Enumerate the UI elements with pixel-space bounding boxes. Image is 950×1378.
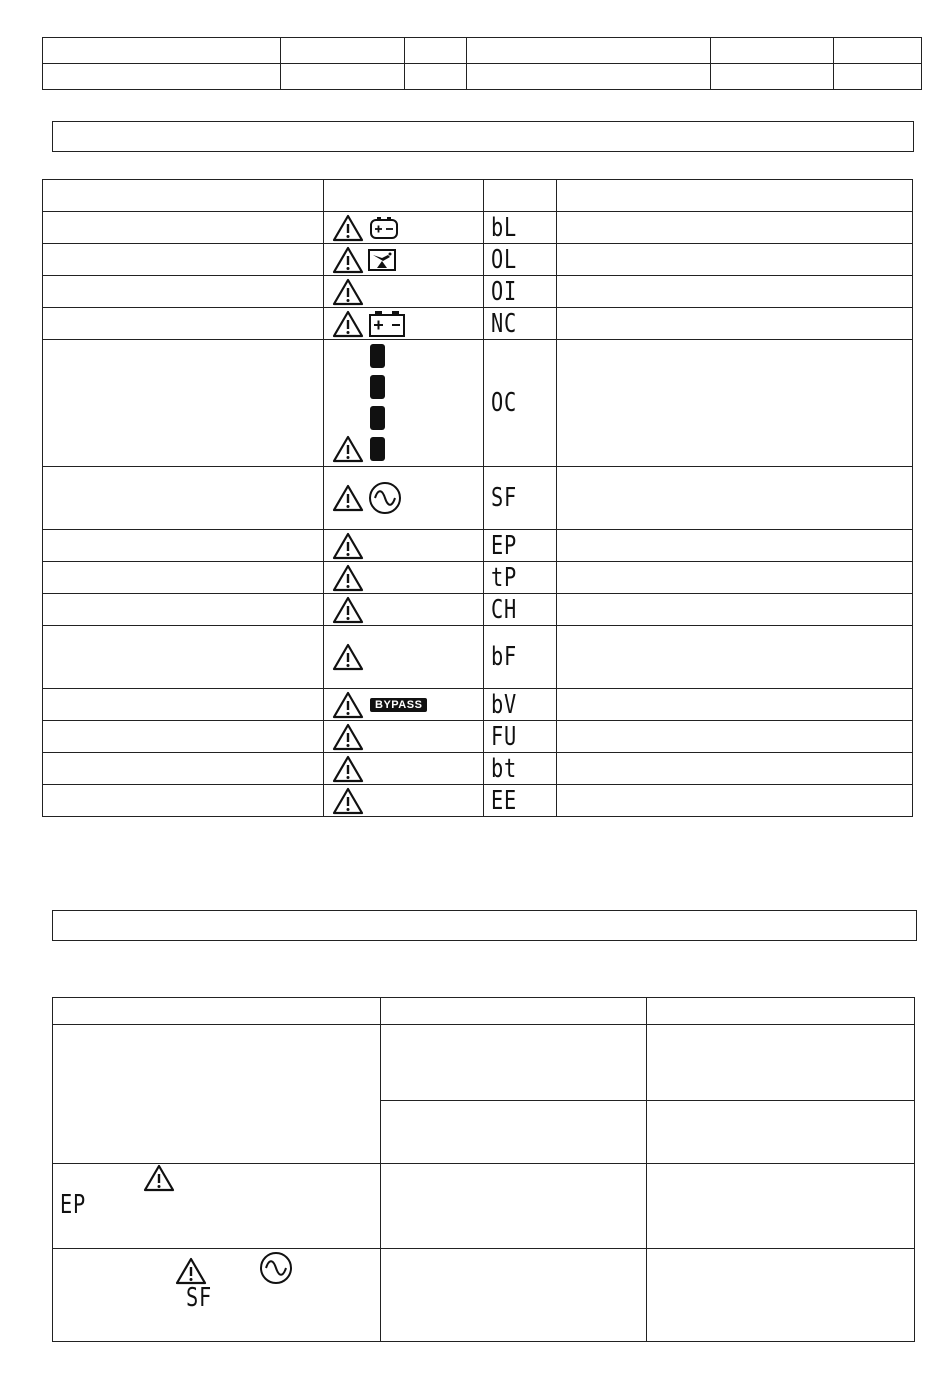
header-cell	[467, 38, 711, 64]
warning-icon	[332, 246, 364, 274]
header-cell	[281, 64, 405, 90]
fault-icon-cell	[324, 276, 484, 308]
fault-code: OI	[491, 276, 517, 307]
battery-terminal-icon	[368, 310, 406, 338]
fault-remark-cell	[557, 244, 913, 276]
header-cell	[484, 180, 557, 212]
fault-code: SF	[186, 1283, 212, 1313]
header-cell	[834, 64, 922, 90]
fault-remark-cell	[557, 530, 913, 562]
fault-code: FU	[491, 721, 517, 752]
cause-cell	[381, 1025, 647, 1101]
warning-icon	[143, 1164, 175, 1192]
fault-code: SF	[491, 483, 517, 513]
fault-code-cell	[484, 467, 557, 530]
header-cell	[834, 38, 922, 64]
fault-code: OL	[491, 244, 517, 275]
fault-code-cell	[484, 785, 557, 817]
fault-description-cell	[43, 753, 324, 785]
fault-code: EP	[60, 1190, 86, 1220]
header-cell	[557, 180, 913, 212]
header-cell	[43, 64, 281, 90]
fault-code-cell	[484, 594, 557, 626]
fault-icon-cell	[324, 753, 484, 785]
overload-icon	[368, 248, 396, 272]
fault-code-cell	[484, 244, 557, 276]
header-cell	[405, 64, 467, 90]
fault-icon-cell	[324, 212, 484, 244]
fault-icon-cell	[324, 594, 484, 626]
solution-cell	[647, 1164, 915, 1249]
symptom-cell	[53, 1025, 381, 1164]
fault-code-cell	[484, 530, 557, 562]
ac-sine-icon	[259, 1251, 293, 1285]
fault-code: CH	[491, 594, 517, 625]
fault-code: EP	[491, 530, 517, 561]
fault-description-cell	[43, 594, 324, 626]
solution-cell	[647, 1101, 915, 1164]
table-row	[43, 689, 913, 721]
fault-code-cell	[484, 340, 557, 467]
section-title-bar	[52, 121, 914, 152]
load-level-bar	[370, 375, 385, 399]
fault-icon-cell	[324, 562, 484, 594]
fault-description-cell	[43, 689, 324, 721]
fault-icon-cell	[324, 689, 484, 721]
fault-remark-cell	[557, 340, 913, 467]
section-title-bar	[52, 910, 917, 941]
warning-icon	[332, 532, 364, 560]
table-row	[43, 467, 913, 530]
fault-code-cell	[484, 562, 557, 594]
warning-icon	[332, 564, 364, 592]
fault-remark-cell	[557, 689, 913, 721]
cause-cell	[381, 1249, 647, 1342]
table-row	[43, 594, 913, 626]
header-cell	[43, 38, 281, 64]
fault-description-cell	[43, 308, 324, 340]
table-header-row	[43, 180, 913, 212]
table-row	[43, 721, 913, 753]
solution-cell	[647, 1025, 915, 1101]
fault-remark-cell	[557, 308, 913, 340]
fault-code-cell	[484, 689, 557, 721]
fault-remark-cell	[557, 562, 913, 594]
fault-icon-cell	[324, 721, 484, 753]
symptom-cell	[53, 1249, 381, 1342]
table-row	[43, 530, 913, 562]
fault-icon-cell	[324, 626, 484, 689]
header-cell	[43, 180, 324, 212]
fault-code: EE	[491, 785, 517, 816]
cause-cell	[381, 1101, 647, 1164]
fault-code-cell	[484, 721, 557, 753]
header-table	[42, 37, 922, 90]
fault-icon-cell	[324, 530, 484, 562]
header-cell	[281, 38, 405, 64]
header-cell	[381, 998, 647, 1025]
fault-description-cell	[43, 562, 324, 594]
warning-icon	[332, 787, 364, 815]
fault-remark-cell	[557, 467, 913, 530]
table-row	[43, 276, 913, 308]
warning-icon	[332, 310, 364, 338]
fault-code: bL	[491, 212, 517, 243]
fault-code-table	[42, 179, 913, 817]
load-level-bar	[370, 437, 385, 461]
header-cell	[711, 64, 834, 90]
troubleshooting-table	[52, 997, 915, 1342]
solution-cell	[647, 1249, 915, 1342]
fault-code-cell	[484, 753, 557, 785]
table-row	[43, 753, 913, 785]
fault-description-cell	[43, 244, 324, 276]
fault-remark-cell	[557, 276, 913, 308]
fault-icon-cell	[324, 244, 484, 276]
table-row	[53, 1249, 915, 1342]
fault-code: OC	[491, 388, 517, 418]
warning-icon	[332, 596, 364, 624]
header-cell	[405, 38, 467, 64]
fault-description-cell	[43, 276, 324, 308]
warning-icon	[332, 435, 364, 463]
header-cell	[467, 64, 711, 90]
fault-code-cell	[484, 276, 557, 308]
table-row	[43, 340, 913, 467]
fault-icon-cell	[324, 785, 484, 817]
table-row	[53, 1025, 915, 1101]
fault-icon-cell	[324, 308, 484, 340]
fault-code-cell	[484, 212, 557, 244]
fault-code: bF	[491, 642, 517, 672]
fault-code: bt	[491, 753, 517, 784]
fault-code-cell	[484, 308, 557, 340]
cause-cell	[381, 1164, 647, 1249]
fault-code-cell	[484, 626, 557, 689]
fault-description-cell	[43, 785, 324, 817]
table-header-row	[53, 998, 915, 1025]
fault-remark-cell	[557, 594, 913, 626]
fault-icon-cell	[324, 340, 484, 467]
table-row	[43, 212, 913, 244]
fault-code: bV	[491, 689, 517, 720]
header-cell	[324, 180, 484, 212]
warning-icon	[332, 214, 364, 242]
fault-description-cell	[43, 721, 324, 753]
fault-icon-cell	[324, 467, 484, 530]
bypass-badge: BYPASS	[370, 698, 427, 712]
fault-remark-cell	[557, 626, 913, 689]
fault-remark-cell	[557, 785, 913, 817]
warning-icon	[332, 278, 364, 306]
warning-icon	[332, 691, 364, 719]
table-row	[43, 308, 913, 340]
battery-icon	[368, 215, 400, 241]
fault-code: NC	[491, 308, 517, 339]
fault-description-cell	[43, 212, 324, 244]
fault-description-cell	[43, 626, 324, 689]
fault-remark-cell	[557, 721, 913, 753]
table-row	[43, 562, 913, 594]
fault-description-cell	[43, 340, 324, 467]
table-row	[43, 626, 913, 689]
fault-remark-cell	[557, 212, 913, 244]
load-level-bar	[370, 406, 385, 430]
fault-remark-cell	[557, 753, 913, 785]
warning-icon	[332, 643, 364, 671]
header-cell	[647, 998, 915, 1025]
warning-icon	[332, 723, 364, 751]
load-level-bar	[370, 344, 385, 368]
table-row	[43, 244, 913, 276]
warning-icon	[175, 1257, 207, 1285]
header-cell	[53, 998, 381, 1025]
symptom-cell	[53, 1164, 381, 1249]
fault-description-cell	[43, 467, 324, 530]
fault-code: tP	[491, 562, 517, 593]
warning-icon	[332, 484, 364, 512]
header-cell	[711, 38, 834, 64]
warning-icon	[332, 755, 364, 783]
fault-description-cell	[43, 530, 324, 562]
ac-sine-icon	[368, 481, 402, 515]
table-row	[53, 1164, 915, 1249]
table-row	[43, 785, 913, 817]
